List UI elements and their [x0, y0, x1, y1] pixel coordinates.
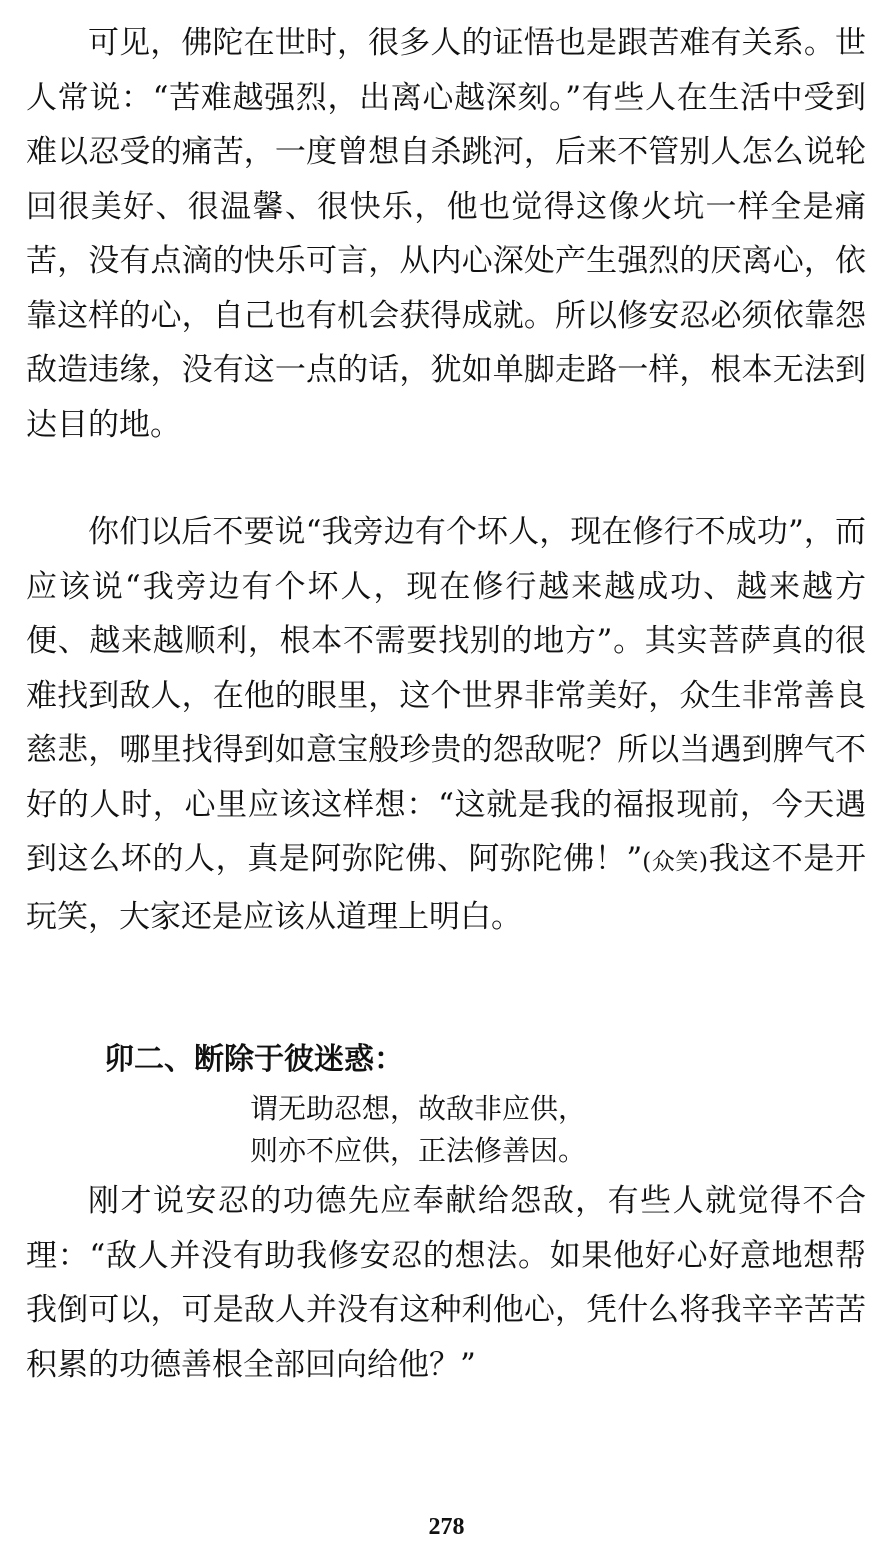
paragraph-2-end: 我这不是开玩笑，大家还是应该从道理上明白。	[26, 841, 866, 935]
paragraph-3: 刚才说安忍的功德先应奉献给怨敌，有些人就觉得不合理：“敌人并没有助我修安忍的想法。如果他好心好意地想帮我倒可以，可是敌人并没有这种利他心，凭什么将我辛辛苦苦积累的功德善根全部回向给他？”	[26, 1183, 866, 1383]
paragraph-2-main: 你们以后不要说“我旁边有个坏人，现在修行不成功”，而应该说“我旁边有个坏人，现在修行越来越成功、越来越方便、越来越顺利，根本不需要找别的地方”。其实菩萨真的很难找到敌人，在他的眼里，这个世界非常美好，众生非常善良慈悲，哪里找得到如意宝般珍贵的怨敌呢？所以当遇到脾气不好的人时，心里应该这样想：“这就是我的福报现前，今天遇到这么坏的人，真是阿弥陀佛、阿弥陀佛！”	[26, 514, 866, 877]
section-heading: 卯二、断除于彼迷惑：	[104, 1042, 404, 1077]
verse-line-2: 则亦不应供，正法修善因。	[250, 1134, 587, 1167]
verse-block	[250, 1088, 586, 1172]
page-number: 278	[428, 1514, 465, 1540]
verse-line-1: 谓无助忍想，故敌非应供，	[250, 1092, 587, 1125]
paragraph-1: 可见，佛陀在世时，很多人的证悟也是跟苦难有关系。世人常说：“苦难越强烈，出离心越深刻。”有些人在生活中受到难以忍受的痛苦，一度曾想自杀跳河，后来不管别人怎么说轮回很美好、很温馨、很快乐，他也觉得这像火坑一样全是痛苦，没有点滴的快乐可言，从内心深处产生强烈的厌离心，依靠这样的心，自己也有机会获得成就。所以修安忍必须依靠怨敌造违缘，没有这一点的话，犹如单脚走路一样，根本无法到达目的地。	[26, 25, 866, 443]
paragraph-2	[26, 505, 866, 944]
paragraph-2-aside: (众笑)	[642, 849, 708, 875]
